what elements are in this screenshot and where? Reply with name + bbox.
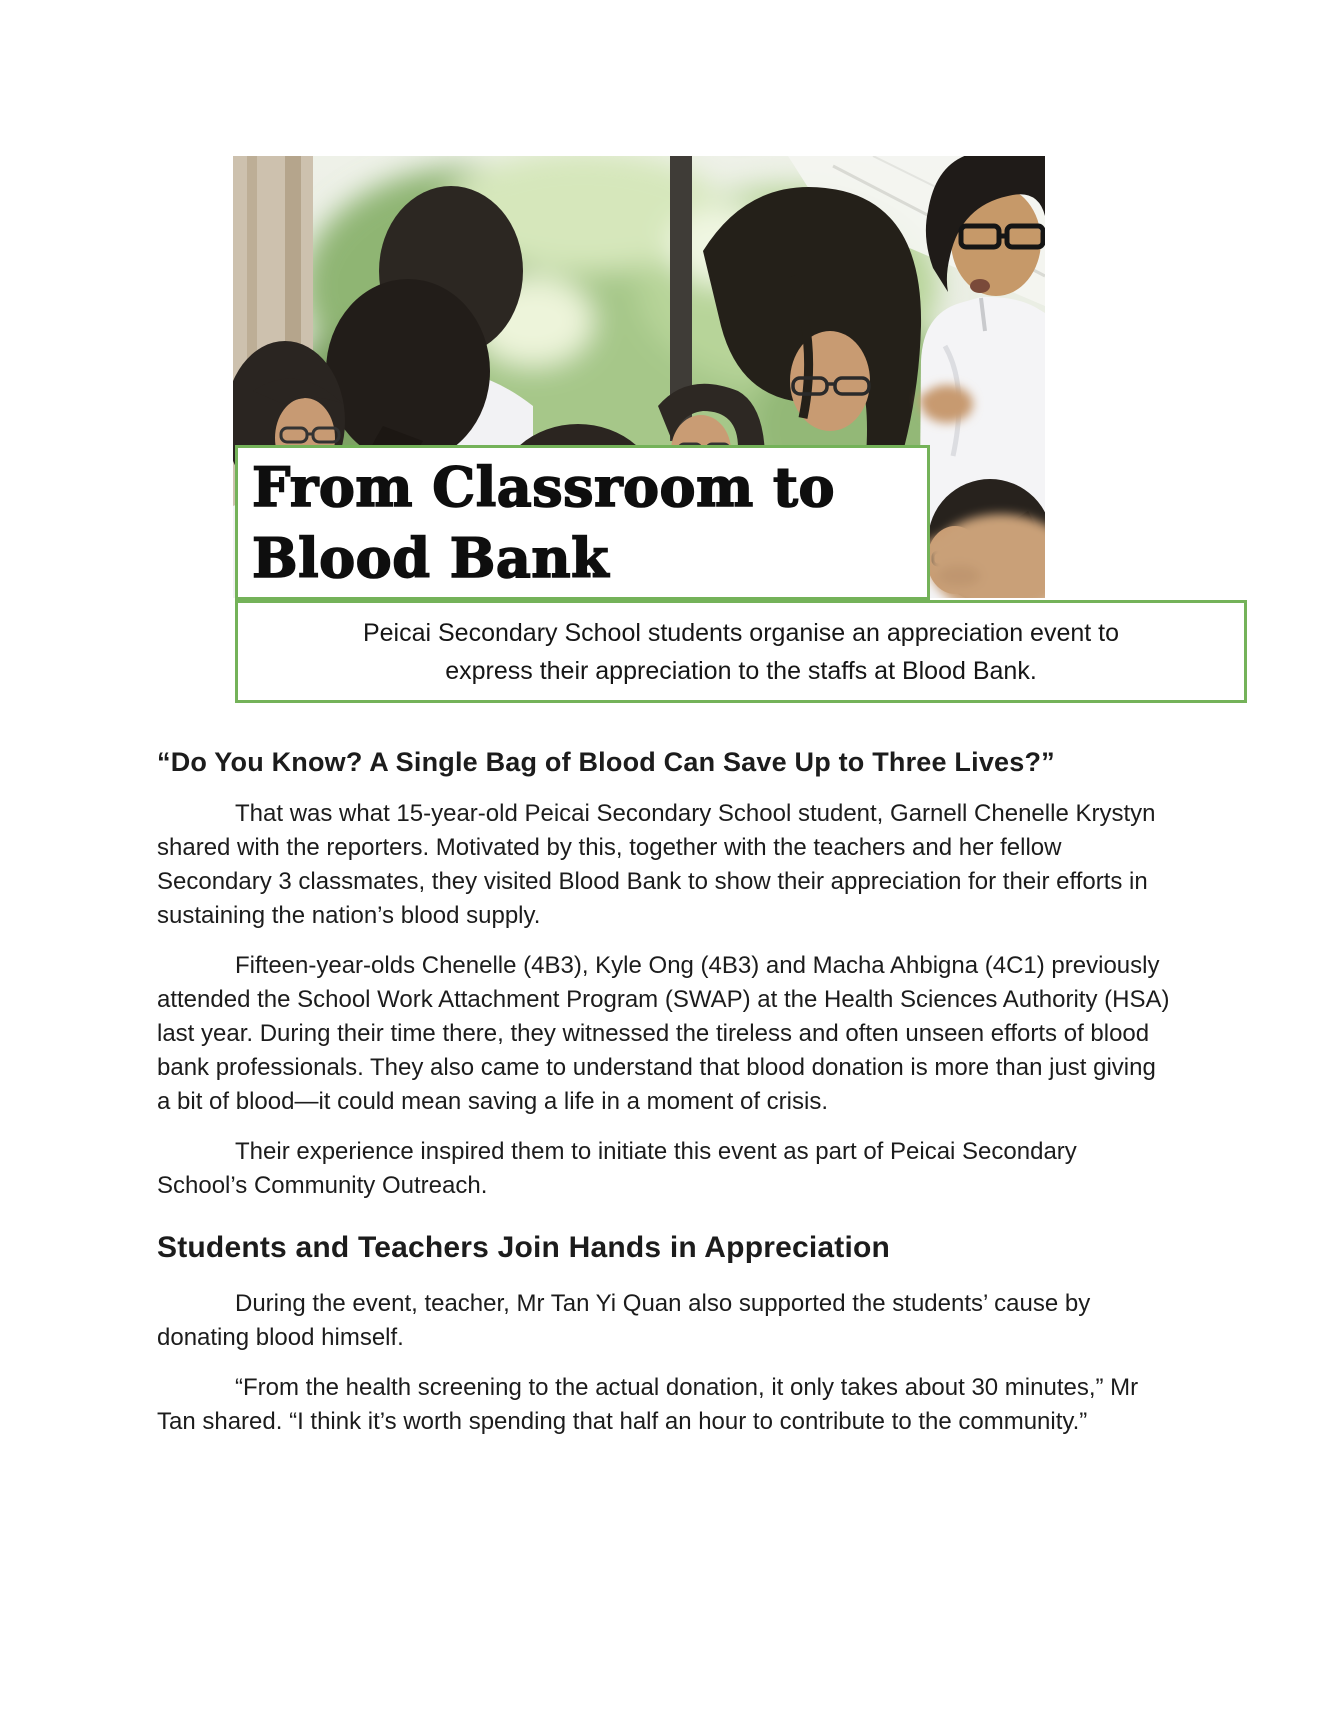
headline-line-2: Blood Bank [252, 526, 610, 590]
standfirst-line-2: express their appreciation to the staffs at Blood Bank. [445, 657, 1037, 685]
standfirst-line-1: Peicai Secondary School students organise an appreciation event to [362, 619, 1120, 647]
paragraph-5: “From the health screening to the actual donation, it only takes about 30 minutes,” Mr Tan shared. “I think it’s worth spending that half an hour to contribute to the community.” [157, 1374, 1139, 1435]
paragraph-4: During the event, teacher, Mr Tan Yi Quan also supported the students’ cause by donating blood himself. [157, 1290, 1091, 1351]
section-heading: Students and Teachers Join Hands in Appreciation [157, 1231, 891, 1264]
standfirst-box [235, 600, 1247, 703]
headline-line-1: From Classroom to [252, 455, 835, 519]
article-body [157, 745, 1173, 1455]
headline-box [235, 445, 930, 600]
paragraph-2: Fifteen-year-olds Chenelle (4B3), Kyle Ong (4B3) and Macha Ahbigna (4C1) previously attended the School Work Attachment Program (SWAP) at the Health Sciences Authority (HSA) last year. During their time there, they witnessed the tireless and often unseen efforts of blood bank professionals. They also came to understand that blood donation is more than just giving a bit of blood—it could mean saving a life in a moment of crisis. [157, 952, 1170, 1115]
paragraph-3: Their experience inspired them to initiate this event as part of Peicai Secondary School’s Community Outreach. [157, 1138, 1077, 1199]
paragraph-1: That was what 15-year-old Peicai Secondary School student, Garnell Chenelle Krystyn shared with the reporters. Motivated by this, together with the teachers and her fellow Secondary 3 classmates, they visited Blood Bank to show their appreciation for their efforts in sustaining the nation’s blood supply. [157, 800, 1156, 929]
quote-heading: “Do You Know? A Single Bag of Blood Can Save Up to Three Lives?” [157, 747, 1055, 777]
